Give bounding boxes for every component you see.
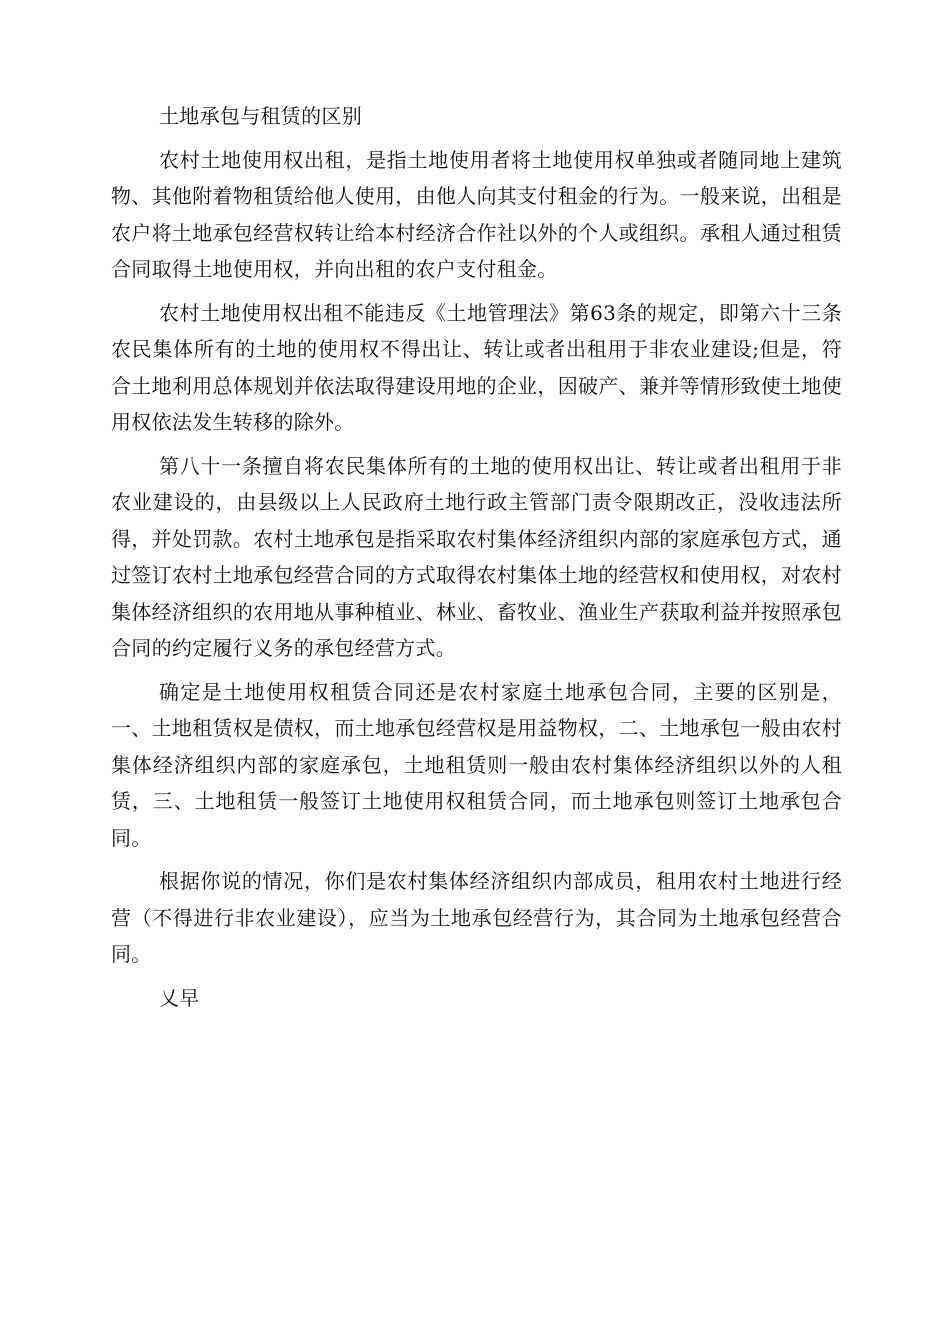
closing-text: 乂早 — [159, 985, 200, 1010]
paragraph-main-differences: 确定是土地使用权租赁合同还是农村家庭土地承包合同，主要的区别是，一、土地租赁权是债权，而土地承包经营权是用益物权，二、土地承包一般由农村集体经济组织内部的家庭承包，土地租赁则一般由农村集体经济组织以外的人租赁，三、土地租赁一般签订土地使用权租赁合同，而土地承包则签订土地承包合同。 — [111, 679, 842, 850]
document-title: 土地承包与租赁的区别 — [159, 104, 362, 128]
paragraph-rental-definition: 农村土地使用权出租，是指土地使用者将土地使用权单独或者随同地上建筑物、其他附着物租赁给他人使用，由他人向其支付租金的行为。一般来说，出租是农户将土地承包经营权转让给本村经济合作社以外的个人或组织。承租人通过租赁合同取得土地使用权，并向出租的农户支付租金。 — [111, 147, 842, 281]
paragraph-conclusion: 根据你说的情况，你们是农村集体经济组织内部成员，租用农村土地进行经营（不得进行非农业建设），应当为土地承包经营行为，其合同为土地承包经营合同。 — [111, 869, 842, 966]
paragraph-article-81-contracting: 第八十一条擅自将农民集体所有的土地的使用权出让、转让或者出租用于非农业建设的，由县级以上人民政府土地行政主管部门责令限期改正，没收违法所得，并处罚款。农村土地承包是指采取农村集体经济组织内部的家庭承包方式，通过签订农村土地承包经营合同的方式取得农村集体土地的经营权和使用权，对农村集体经济组织的农用地从事种植业、林业、畜牧业、渔业生产获取利益并按照承包合同的约定履行义务的承包经营方式。 — [111, 453, 842, 660]
paragraph-land-law-article-63: 农村土地使用权出租不能违反《土地管理法》第63条的规定，即第六十三条农民集体所有的土地的使用权不得出让、转让或者出租用于非农业建设;但是，符合土地利用总体规划并依法取得建设用地的企业，因破产、兼并等情形致使土地使用权依法发生转移的除外。 — [111, 300, 842, 434]
document-body — [111, 98, 842, 1023]
